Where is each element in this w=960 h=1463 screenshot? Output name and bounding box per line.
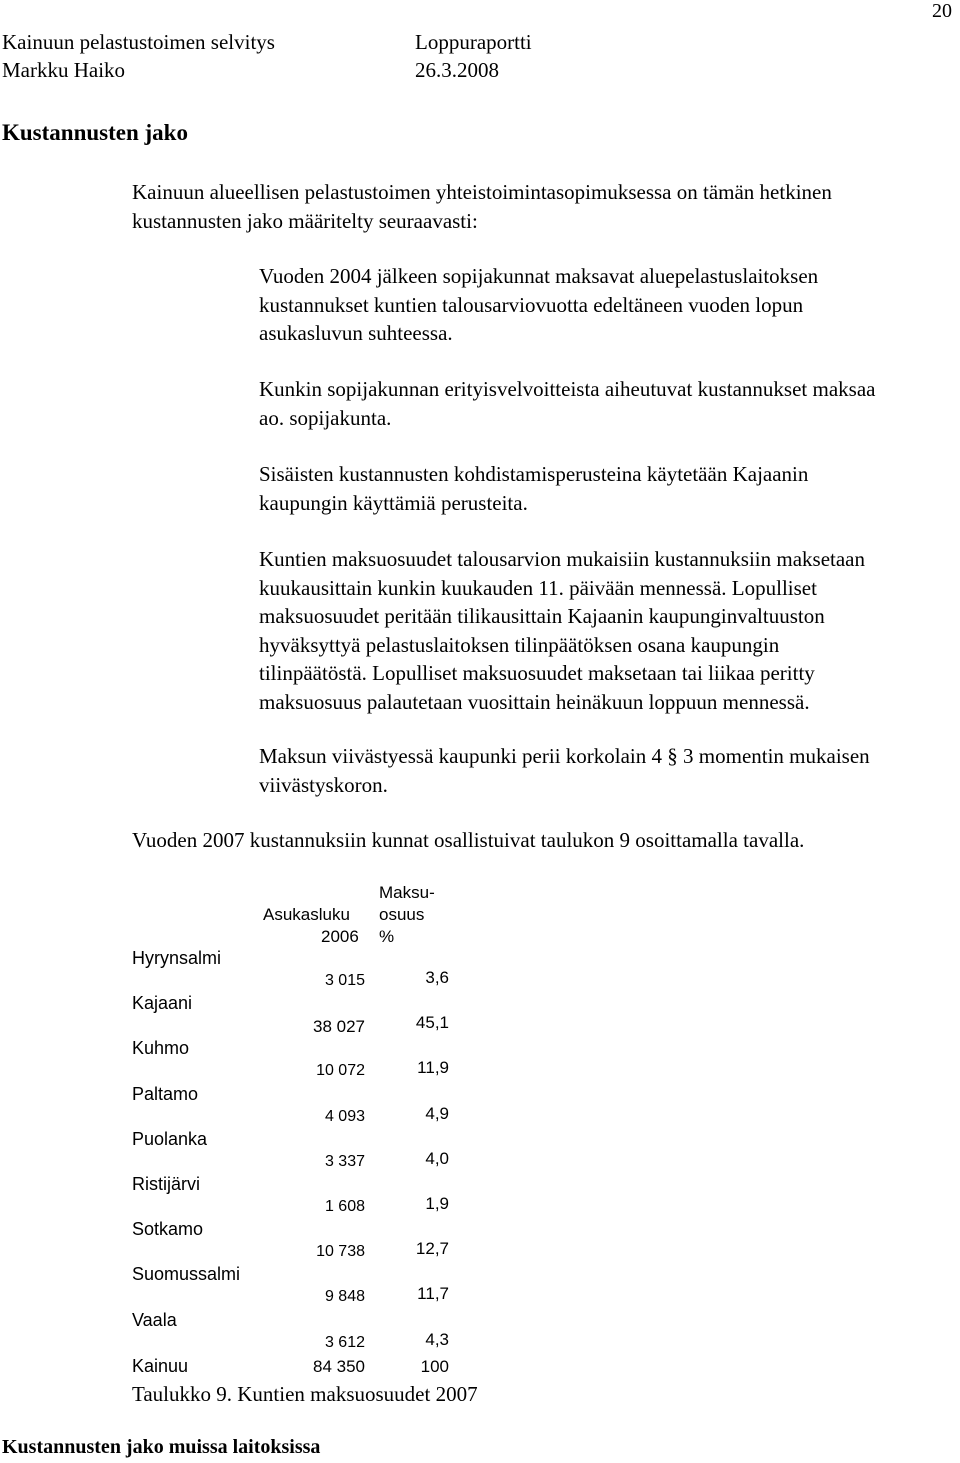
table-row-name: Paltamo [132, 1083, 199, 1104]
paragraph-line: Maksun viivästyessä kaupunki perii korkolain 4 § 3 momentin mukaisen [259, 744, 870, 768]
paragraph-line: maksuosuudet peritään tilikausittain Kajaanin kaupunginvaltuuston [259, 604, 825, 628]
intro-line: Kainuun alueellisen pelastustoimen yhteistoimintasopimuksessa on tämän hetkinen [132, 180, 832, 204]
table-intro: Vuoden 2007 kustannuksiin kunnat osallistuivat taulukon 9 osoittamalla tavalla. [132, 828, 805, 852]
table-row-share: 11,7 [417, 1284, 449, 1304]
section-title: Kustannusten jako [2, 120, 188, 145]
paragraph-line: viivästyskoron. [259, 772, 388, 797]
table-header-line: 2006 [321, 927, 359, 946]
paragraph-line: kuukausittain kunkin kuukauden 11. päivään mennessä. Lopulliset [259, 575, 817, 600]
table-row-population: 10 072 [316, 1062, 365, 1080]
paragraph-line: ao. sopijakunta. [259, 405, 392, 430]
paragraph-line: Vuoden 2004 jälkeen sopijakunnat maksavat aluepelastuslaitoksen [259, 264, 819, 288]
table-row-population: 3 612 [324, 1333, 365, 1351]
table-header-line: Asukasluku [263, 905, 350, 924]
table-row-name: Hyrynsalmi [132, 948, 222, 968]
table-row-share: 4,3 [425, 1329, 449, 1349]
paragraph-line: asukasluvun suhteessa. [259, 321, 453, 345]
paragraph-line: kaupungin käyttämiä perusteita. [259, 490, 528, 515]
paragraph-line: tilinpäätöstä. Lopulliset maksuosuudet maksetaan tai liikaa peritty [259, 661, 815, 685]
paragraph-payment-basis [259, 262, 959, 348]
paragraph-monthly-payments [259, 545, 959, 716]
table-row-name: Sotkamo [132, 1219, 204, 1240]
intro-paragraph [132, 178, 952, 235]
table-row-share: 4,0 [425, 1148, 449, 1168]
table-row-population: 38 027 [313, 1017, 365, 1037]
page-number: 20 [932, 0, 952, 22]
intro-line: kustannusten jako määritelty seuraavasti: [132, 208, 478, 233]
table-row-name: Vaala [132, 1309, 177, 1330]
table-row-population: 1 608 [324, 1198, 365, 1215]
paragraph-line: maksuosuus palautetaan vuosittain heinäkuun loppuun mennessä. [259, 689, 810, 714]
table-header-line: Maksu- [379, 883, 435, 902]
header-date: 26.3.2008 [415, 58, 499, 82]
table-header-share [379, 882, 435, 948]
table-row-share: 4,9 [425, 1103, 449, 1123]
table-row-population: 3 015 [324, 972, 365, 989]
table-row-population: 4 093 [324, 1107, 365, 1125]
table-header-population [263, 904, 359, 948]
table-row-share: 3,6 [425, 968, 449, 987]
table-row-name: Kuhmo [132, 1038, 190, 1059]
paragraph-late-payment [259, 742, 959, 799]
table-row-share: 12,7 [415, 1239, 449, 1259]
header-report-title: Kainuun pelastustoimen selvitys [2, 30, 275, 54]
table-row-name: Puolanka [132, 1128, 208, 1149]
paragraph-special-obligations [259, 375, 959, 432]
paragraph-line: hyväksyttyä pelastuslaitoksen tilinpäätöksen osana kaupungin [259, 632, 780, 657]
table-total-pct: 100 [420, 1357, 449, 1376]
paragraph-line: kustannukset kuntien talousarviovuotta edeltäneen vuoden lopun [259, 292, 804, 317]
table-total-pop: 84 350 [313, 1357, 365, 1376]
header-author: Markku Haiko [2, 58, 126, 82]
table-row-population: 3 337 [324, 1152, 365, 1170]
paragraph-line: Kunkin sopijakunnan erityisvelvoitteista aiheutuvat kustannukset maksaa [259, 377, 876, 401]
table-row-name: Kajaani [132, 993, 193, 1014]
table-row-name: Ristijärvi [132, 1174, 201, 1194]
table-total-name: Kainuu [132, 1356, 189, 1376]
paragraph-internal-costs [259, 460, 959, 517]
table-row-name: Suomussalmi [132, 1264, 241, 1285]
table-header-line: osuus [379, 905, 425, 924]
next-section-title: Kustannusten jako muissa laitoksissa [2, 1436, 321, 1458]
table-row-share: 1,9 [425, 1194, 449, 1213]
table-row-share: 11,9 [417, 1058, 449, 1078]
table-header-line: % [379, 927, 395, 946]
paragraph-line: Kuntien maksuosuudet talousarvion mukaisiin kustannuksiin maksetaan [259, 547, 865, 571]
header-report-type: Loppuraportti [415, 30, 532, 54]
table-row-population: 10 738 [316, 1243, 365, 1261]
table-caption: Taulukko 9. Kuntien maksuosuudet 2007 [132, 1382, 478, 1406]
paragraph-line: Sisäisten kustannusten kohdistamisperusteina käytetään Kajaanin [259, 462, 809, 486]
table-row-share: 45,1 [415, 1013, 449, 1033]
table-row-population: 9 848 [324, 1288, 365, 1306]
